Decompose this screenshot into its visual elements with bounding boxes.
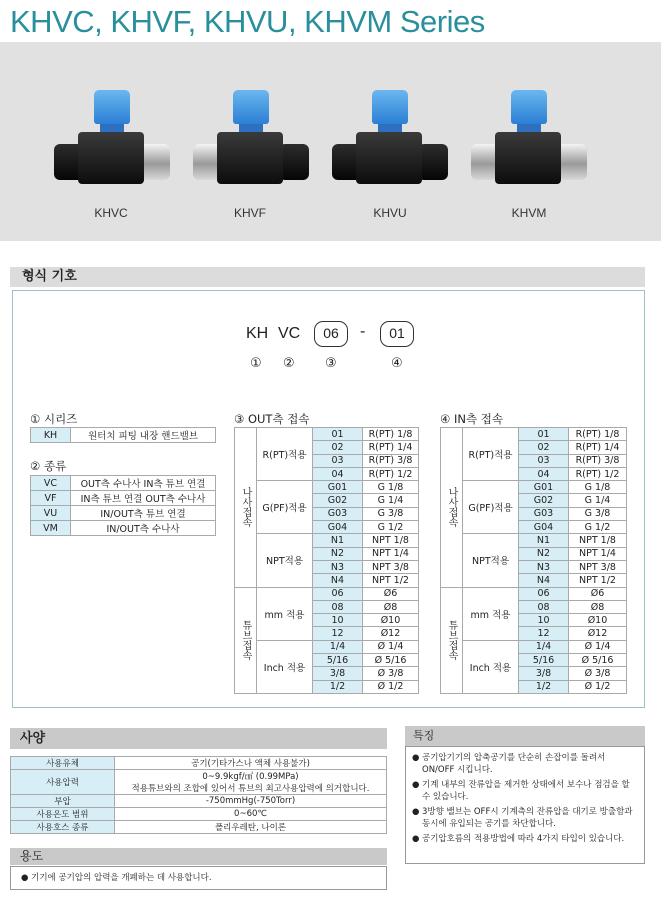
connection-code: 5/16: [313, 654, 363, 667]
connection-size: G 1/2: [363, 521, 419, 534]
spec-value-cell: [115, 757, 387, 770]
out-connection-table: [234, 427, 419, 694]
code-out-box: 06: [314, 321, 348, 347]
connection-size: NPT 1/8: [363, 534, 419, 547]
connection-code: 08: [519, 600, 569, 613]
bullet-icon: ●: [412, 807, 420, 817]
connection-size: G 1/4: [569, 494, 627, 507]
product-label: KHVM: [511, 206, 547, 220]
connection-size: R(PT) 1/8: [363, 428, 419, 441]
spec-table: [10, 756, 387, 834]
connection-size: G 1/2: [569, 521, 627, 534]
connection-size: NPT 1/2: [363, 574, 419, 587]
subgroup-label: Inch 적용: [463, 640, 519, 693]
features-box: [405, 746, 645, 864]
connection-code: 1/4: [519, 640, 569, 653]
port-right: [557, 144, 587, 180]
spec-value-cell: [115, 808, 387, 821]
bullet-icon: ●: [412, 834, 420, 844]
connection-size: Ø8: [569, 600, 627, 613]
feature-item: [412, 753, 638, 776]
spec-value: 폴리우레탄, 나이론: [214, 823, 287, 833]
connection-size: NPT 1/2: [569, 574, 627, 587]
valve-body: [495, 132, 561, 184]
marker-1: ①: [250, 356, 262, 371]
connection-size: Ø10: [363, 614, 419, 627]
in-table-title: ④ IN측 접속: [440, 412, 503, 426]
connection-size: Ø12: [363, 627, 419, 640]
type-code: VC: [31, 476, 71, 491]
connection-code: 10: [313, 614, 363, 627]
subgroup-label: mm 적용: [257, 587, 313, 640]
subgroup-label: Inch 적용: [257, 640, 313, 693]
connection-size: Ø8: [363, 600, 419, 613]
feature-item: [412, 807, 638, 830]
tube-group-label: 튜브접속: [235, 587, 257, 693]
connection-code: 5/16: [519, 654, 569, 667]
code-series: VC: [278, 325, 301, 342]
spec-key: 사용유체: [11, 757, 115, 770]
spec-value: 0~9.9kgf/㎠ (0.99MPa): [202, 772, 299, 782]
subgroup-label: R(PT)적용: [463, 428, 519, 481]
spec-value: 공기(기타가스나 액체 사용불가): [191, 759, 310, 769]
connection-code: 06: [313, 587, 363, 600]
connection-code: 1/2: [313, 680, 363, 693]
connection-code: N3: [313, 560, 363, 573]
connection-size: Ø 3/8: [569, 667, 627, 680]
code-in-box: 01: [380, 321, 414, 347]
connection-size: NPT 1/4: [569, 547, 627, 560]
connection-code: N2: [313, 547, 363, 560]
series-table: [30, 427, 216, 443]
connection-code: G03: [519, 507, 569, 520]
valve-body: [78, 132, 144, 184]
spec-value: 0~60℃: [234, 809, 267, 819]
feature-text: 공기압호름의 적용방법에 따라 4가지 타입이 있습니다.: [422, 834, 625, 844]
connection-size: G 1/4: [363, 494, 419, 507]
connection-code: 12: [313, 627, 363, 640]
spec-value-note: 적용튜브와의 조합에 있어서 튜브의 최고사용압력에 의거합니다.: [131, 784, 370, 794]
connection-size: G 1/8: [569, 481, 627, 494]
feature-text: 기계 내부의 잔류압을 제거한 상태에서 보수나 점검을 할 수 있습니다.: [422, 780, 630, 802]
connection-size: R(PT) 1/4: [569, 441, 627, 454]
subgroup-label: G(PF)적용: [463, 481, 519, 534]
feature-item: [412, 780, 638, 803]
spec-section-title: 사양: [10, 728, 387, 749]
connection-code: G03: [313, 507, 363, 520]
series-table-title: ① 시리즈: [30, 412, 78, 426]
connection-code: 3/8: [519, 667, 569, 680]
connection-code: G04: [313, 521, 363, 534]
connection-size: Ø12: [569, 627, 627, 640]
spec-value-cell: [115, 770, 387, 795]
out-table-title: ③ OUT측 접속: [234, 412, 310, 426]
type-desc: IN/OUT측 수나사: [71, 521, 216, 536]
port-right: [279, 144, 309, 180]
connection-code: G01: [519, 481, 569, 494]
connection-size: NPT 3/8: [569, 560, 627, 573]
connection-size: G 3/8: [569, 507, 627, 520]
marker-4: ④: [391, 356, 403, 371]
subgroup-label: mm 적용: [463, 587, 519, 640]
connection-code: 06: [519, 587, 569, 600]
connection-size: G 1/8: [363, 481, 419, 494]
connection-size: NPT 3/8: [363, 560, 419, 573]
connection-code: 3/8: [313, 667, 363, 680]
subgroup-label: NPT적용: [257, 534, 313, 587]
connection-size: NPT 1/4: [363, 547, 419, 560]
connection-size: Ø 1/2: [569, 680, 627, 693]
page-title: KHVC, KHVF, KHVU, KHVM Series: [10, 4, 485, 39]
connection-size: R(PT) 1/2: [363, 467, 419, 480]
valve-body: [217, 132, 283, 184]
type-code: VF: [31, 491, 71, 506]
code-dash: -: [360, 323, 366, 340]
feature-text: 3방향 밸브는 OFF시 기계측의 잔류압을 대기로 방출함과 동시에 유입되는 공기를 차단합니다.: [422, 807, 633, 829]
connection-size: NPT 1/8: [569, 534, 627, 547]
valve-handle: [372, 90, 408, 124]
connection-size: R(PT) 1/4: [363, 441, 419, 454]
connection-size: Ø 1/4: [363, 640, 419, 653]
code-prefix: KH: [246, 325, 269, 342]
spec-value: -750mmHg(-750Torr): [205, 796, 296, 806]
tube-group-label: 튜브접속: [441, 587, 463, 693]
type-desc: OUT측 수나사 IN측 튜브 연결: [71, 476, 216, 491]
bullet-icon: ●: [412, 753, 420, 763]
connection-code: N3: [519, 560, 569, 573]
type-table-title: ② 종류: [30, 459, 67, 473]
connection-size: Ø6: [363, 587, 419, 600]
connection-code: 10: [519, 614, 569, 627]
valve-handle: [511, 90, 547, 124]
type-code: VU: [31, 506, 71, 521]
type-code: VM: [31, 521, 71, 536]
product-label: KHVF: [233, 206, 266, 220]
usage-section-title: 용도: [10, 848, 387, 865]
connection-size: Ø 1/4: [569, 640, 627, 653]
connection-code: N4: [313, 574, 363, 587]
series-desc: 원터치 피팅 내장 핸드밸브: [71, 428, 216, 443]
features-section-title: 특징: [405, 726, 645, 746]
usage-text: ● 기기에 공기압의 압력을 개폐하는 데 사용합니다.: [10, 866, 387, 890]
connection-code: G04: [519, 521, 569, 534]
spec-value-cell: [115, 795, 387, 808]
connection-size: R(PT) 1/2: [569, 467, 627, 480]
model-code-section-title: 형식 기호: [10, 267, 645, 287]
valve-handle: [233, 90, 269, 124]
thread-group-label: 나사접속: [441, 428, 463, 588]
product-label: KHVC: [94, 206, 128, 220]
spec-key: 사용온도 범위: [11, 808, 115, 821]
marker-3: ③: [325, 356, 337, 371]
valve-body: [356, 132, 422, 184]
type-desc: IN/OUT측 튜브 연결: [71, 506, 216, 521]
feature-item: [412, 834, 638, 846]
connection-size: Ø 5/16: [363, 654, 419, 667]
product-image-khvm: [467, 88, 585, 198]
connection-size: Ø 5/16: [569, 654, 627, 667]
connection-code: N1: [313, 534, 363, 547]
connection-code: G02: [519, 494, 569, 507]
subgroup-label: NPT적용: [463, 534, 519, 587]
connection-code: 04: [519, 467, 569, 480]
connection-size: Ø 1/2: [363, 680, 419, 693]
connection-code: 08: [313, 600, 363, 613]
subgroup-label: R(PT)적용: [257, 428, 313, 481]
in-connection-table: [440, 427, 627, 694]
marker-2: ②: [283, 356, 295, 371]
series-code: KH: [31, 428, 71, 443]
connection-code: 1/2: [519, 680, 569, 693]
port-right: [140, 144, 170, 180]
connection-code: N1: [519, 534, 569, 547]
valve-handle: [94, 90, 130, 124]
spec-key: 사용호스 종류: [11, 821, 115, 834]
connection-size: R(PT) 3/8: [363, 454, 419, 467]
connection-size: G 3/8: [363, 507, 419, 520]
connection-code: 01: [519, 428, 569, 441]
product-label: KHVU: [373, 206, 407, 220]
port-right: [418, 144, 448, 180]
thread-group-label: 나사접속: [235, 428, 257, 588]
bullet-icon: ●: [412, 780, 420, 790]
connection-code: G01: [313, 481, 363, 494]
spec-value-cell: [115, 821, 387, 834]
connection-code: 12: [519, 627, 569, 640]
connection-code: 1/4: [313, 640, 363, 653]
type-desc: IN측 튜브 연결 OUT측 수나사: [71, 491, 216, 506]
connection-size: Ø6: [569, 587, 627, 600]
product-image-khvu: [328, 88, 446, 198]
feature-text: 공기압기기의 압축공기를 단순히 손잡이를 돌려서 ON/OFF 시킵니다.: [422, 753, 606, 775]
connection-code: N4: [519, 574, 569, 587]
connection-code: 03: [313, 454, 363, 467]
connection-code: 02: [313, 441, 363, 454]
connection-code: G02: [313, 494, 363, 507]
connection-size: Ø 3/8: [363, 667, 419, 680]
subgroup-label: G(PF)적용: [257, 481, 313, 534]
connection-size: R(PT) 3/8: [569, 454, 627, 467]
spec-key: 사용압력: [11, 770, 115, 795]
connection-code: 02: [519, 441, 569, 454]
type-table: [30, 475, 216, 536]
product-image-khvf: [189, 88, 307, 198]
connection-size: R(PT) 1/8: [569, 428, 627, 441]
connection-code: N2: [519, 547, 569, 560]
connection-code: 03: [519, 454, 569, 467]
product-image-khvc: [50, 88, 168, 198]
connection-size: Ø10: [569, 614, 627, 627]
spec-key: 부압: [11, 795, 115, 808]
connection-code: 04: [313, 467, 363, 480]
connection-code: 01: [313, 428, 363, 441]
